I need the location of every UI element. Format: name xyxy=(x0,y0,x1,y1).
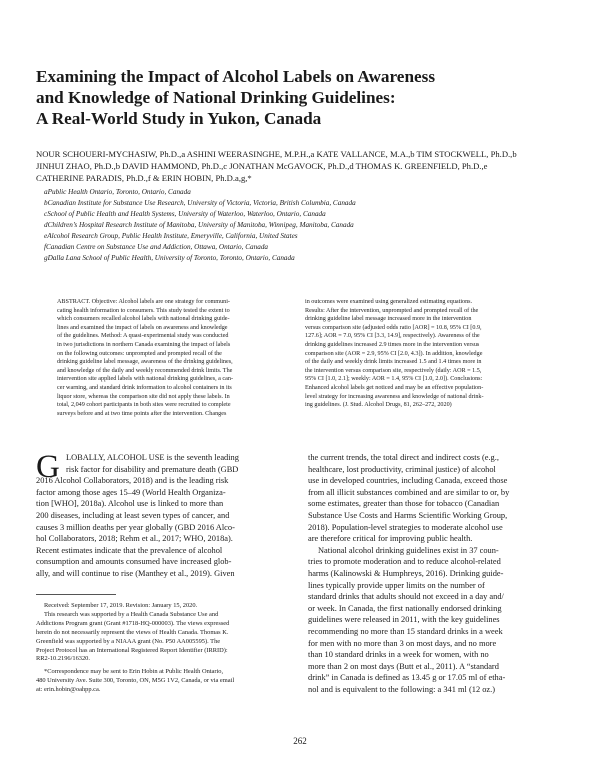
body-line: are therefore critical for improving public health. xyxy=(308,534,473,544)
abstract-line: ABSTRACT. Objective: Alcohol labels are one strategy for communi- xyxy=(57,299,230,305)
abstract-line: cer warning, and standard drink information to alcohol containers in its xyxy=(57,384,232,391)
body-right-column xyxy=(308,452,562,695)
affiliation-e: eAlcohol Research Group, Public Health Institute, Emeryville, California, United States xyxy=(44,232,298,240)
abstract-line: versus comparison site (adjusted odds ratio [AOR] = 10.8, 95% CI [0.9, xyxy=(305,324,482,331)
article-title xyxy=(36,66,566,129)
affiliation-b: bCanadian Institute for Substance Use Research, University of Victoria, Victoria, British Columbia, Canada xyxy=(44,199,356,207)
abstract-line: liquor store, whereas the comparison site did not apply these labels. In xyxy=(57,393,230,400)
footnote-line: at: erin.hobin@oahpp.ca. xyxy=(36,686,101,694)
footnote-line: Addictions Program grant (Grant #1718-HQ-000003). The views expressed xyxy=(36,619,230,627)
abstract-line: total, 2,049 cohort participants in both sites were recruited to complete xyxy=(57,402,231,409)
body-line: nol and is equivalent to the following: a 341 ml (12 oz.) xyxy=(308,684,496,694)
title-line-1: Examining the Impact of Alcohol Labels on Awareness xyxy=(36,67,436,86)
abstract-right-column xyxy=(305,298,541,410)
footnote-line: *Correspondence may be sent to Erin Hobin at Public Health Ontario, xyxy=(44,668,224,676)
body-line: hol Collaborators, 2018; Rehm et al., 2017; WHO, 2018a). xyxy=(36,534,233,544)
abstract-line: surveys before and at two time points after the intervention. Changes xyxy=(57,410,227,417)
body-line: 200 diseases, including at least seven types of cancer, and xyxy=(36,510,230,520)
title-line-2: and Knowledge of National Drinking Guidelines: xyxy=(36,88,396,107)
body-line: some estimates, greater than those for tobacco (Canadian xyxy=(308,499,500,509)
footnote-divider xyxy=(36,594,116,595)
abstract-left-column xyxy=(57,298,293,418)
author-list xyxy=(36,148,566,184)
abstract-line: and knowledge of the daily and weekly recommended drink limits. The xyxy=(57,367,233,374)
abstract-line: comparison site (AOR = 2.9, 95% CI [2.0, 4.3]). In addition, knowledge xyxy=(305,350,483,357)
body-line: risk factor for disability and premature death (GBD xyxy=(66,464,239,474)
body-line: National alcohol drinking guidelines exist in 37 coun- xyxy=(318,545,499,555)
abstract-line: of the guidelines. Method: A quasi-experimental study was conducted xyxy=(57,333,229,340)
abstract-line: cating health information to consumers. This study tested the extent to xyxy=(57,307,230,314)
body-line: the current trends, the total direct and indirect costs (e.g., xyxy=(308,453,499,462)
abstract-line: 95% CI [1.0, 2.1]; weekly: AOR = 1.4, 95% CI [1.0, 2.0]). Conclusions: xyxy=(305,376,483,383)
abstract-line: on the following outcomes: unprompted and prompted recall of the xyxy=(57,350,222,357)
abstract-line: drinking guideline label message, awareness of the drinking guidelines, xyxy=(57,359,233,366)
drop-cap: G xyxy=(36,449,60,485)
body-line: 2016 Alcohol Collaborators, 2018) and is the leading risk xyxy=(36,476,229,486)
body-left-column xyxy=(36,449,290,580)
affiliation-a: aPublic Health Ontario, Toronto, Ontario, Canada xyxy=(44,188,191,196)
body-line: factor among those ages 15–49 (World Health Organiza- xyxy=(36,487,226,497)
abstract-line: the intervention versus comparison site, respectively (daily: AOR = 1.5, xyxy=(305,367,482,374)
footnote-line: RR2-10.2196/16320. xyxy=(36,655,90,663)
title-line-3: A Real-World Study in Yukon, Canada xyxy=(36,109,322,128)
affiliation-d: dChildren’s Hospital Research Institute of Manitoba, University of Manitoba, Winnipeg, Manitoba, Canada xyxy=(44,221,354,229)
abstract-line: 127.6]; AOR = 7.0, 95% CI [3.3, 14.9], respectively). Awareness of the xyxy=(305,333,480,340)
body-line: standard drinks that adults should not exceed in a day and/ xyxy=(308,592,504,602)
body-line: more than 2 on most days (Butt et al., 2011). A “standard xyxy=(308,661,499,671)
abstract-line: in outcomes were examined using generalized estimating equations. xyxy=(305,299,473,305)
footnote-line: herein do not necessarily represent the views of Health Canada. Thomas K. xyxy=(36,628,229,636)
body-line: healthcare, lost productivity, criminal justice) of alcohol xyxy=(308,464,496,474)
body-line: causes 3 million deaths per year globally (GBD 2016 Alco- xyxy=(36,522,235,532)
abstract-line: drinking guidelines increased 2.9 times more in the intervention versus xyxy=(305,341,480,348)
abstract-line: Results: After the intervention, unprompted and prompted recall of the xyxy=(305,307,479,314)
abstract-line: intervention site applied labels with national drinking guidelines, a can- xyxy=(57,376,233,383)
abstract-line: ing guidelines. (J. Stud. Alcohol Drugs, 81, 262–272, 2020) xyxy=(305,402,452,409)
body-line: tries to promote moderation and to reduce alcohol-related xyxy=(308,557,501,567)
page-number: 262 xyxy=(293,736,307,746)
affiliation-f: fCanadian Centre on Substance Use and Addiction, Ottawa, Ontario, Canada xyxy=(44,243,269,251)
abstract-line: lines and examined the impact of labels on awareness and knowledge xyxy=(57,324,228,331)
author-line-3: CATHERINE PARADIS, Ph.D.,f & ERIN HOBIN, Ph.D.a,g,* xyxy=(36,173,252,183)
body-line: guidelines were released in 2011, with the key guidelines xyxy=(308,615,500,625)
body-line: LOBALLY, ALCOHOL USE is the seventh leading xyxy=(66,453,239,462)
body-line: 2018). Population-level strategies to moderate alcohol use xyxy=(308,522,503,532)
abstract-line: in two jurisdictions in northern Canada examining the impact of labels xyxy=(57,341,231,348)
body-line: Recent estimates indicate that the prevalence of alcohol xyxy=(36,545,223,555)
affiliations xyxy=(44,187,564,264)
abstract-line: which consumers recalled alcohol labels with national drinking guide- xyxy=(57,316,230,323)
body-line: ally, and will continue to rise (Manthey et al., 2019). Given xyxy=(36,568,235,578)
body-line: harms (Kalinowski & Humphreys, 2016). Drinking guide- xyxy=(308,568,504,578)
footnote-line: Greenfield was supported by a NIAAA grant (No. P50 AA005595). The xyxy=(36,637,221,645)
footnote-line: This research was supported by a Health Canada Substance Use and xyxy=(44,610,219,618)
footnotes xyxy=(36,602,290,695)
body-line: for men with no more than 3 on most days, and no more xyxy=(308,638,497,648)
body-line: than 10 standard drinks in a week for women, with no xyxy=(308,650,489,660)
affiliation-g: gDalla Lana School of Public Health, University of Toronto, Toronto, Ontario, Canada xyxy=(44,254,295,262)
body-line: consumption and amounts consumed have increased glob- xyxy=(36,557,232,567)
body-line: drink” in Canada is defined as 13.45 g or 17.05 ml of etha- xyxy=(308,673,506,683)
author-line-2: JINHUI ZHAO, Ph.D.,b DAVID HAMMOND, Ph.D.,c JONATHAN McGAVOCK, Ph.D.,d THOMAS K. GREENFIELD, Ph.D.,e xyxy=(36,161,488,171)
abstract-line: level strategy for increasing awareness and knowledge of national drink- xyxy=(305,393,484,400)
affiliation-c: cSchool of Public Health and Health Systems, University of Waterloo, Waterloo, Ontario, Canada xyxy=(44,210,326,218)
footnote-line: Project Protocol has an International Registered Report Identifier (IRRID): xyxy=(36,646,228,654)
footnote-line: 480 University Ave. Suite 300, Toronto, ON, M5G 1V2, Canada, or via email xyxy=(36,677,235,685)
abstract-line: drinking guideline label message increased more in the intervention xyxy=(305,316,472,323)
footnote-line: Received: September 17, 2019. Revision: January 15, 2020. xyxy=(44,602,198,609)
body-line: Substance Use Costs and Harms Scientific Working Group, xyxy=(308,510,508,520)
body-line: use in developed countries, including Canada, exceed those xyxy=(308,476,508,486)
body-line: from all illicit substances combined and are similar to or, by xyxy=(308,487,510,497)
body-line: or week. In Canada, the first nationally endorsed drinking xyxy=(308,603,502,613)
body-line: tion [WHO], 2018a). Alcohol use is linked to more than xyxy=(36,499,224,509)
author-line-1: NOUR SCHOUERI-MYCHASIW, Ph.D.,a ASHINI WEERASINGHE, M.P.H.,a KATE VALLANCE, M.A.,b TIM STOCKWELL, Ph.D.,b xyxy=(36,149,517,159)
body-line: recommending no more than 15 standard drinks in a week xyxy=(308,626,503,636)
body-line: lines typically provide upper limits on the number of xyxy=(308,580,485,590)
abstract-line: Enhanced alcohol labels get noticed and may be an effective population- xyxy=(305,384,484,391)
abstract-line: of the daily and weekly drink limits increased 1.5 and 1.4 times more in xyxy=(305,359,482,366)
